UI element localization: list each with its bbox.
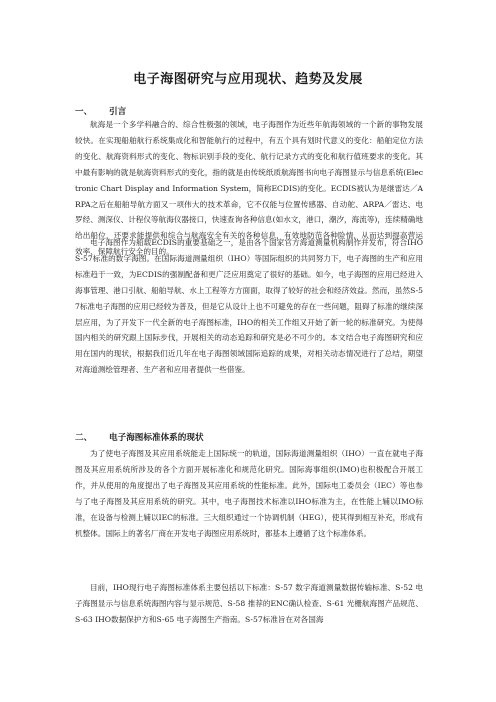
section-heading-standards xyxy=(75,431,204,443)
paragraph-intro-1: 航海是一个多学科融合的、综合性极强的领域，电子海图作为近些年航海领域的一个新的事物发展较快。在实现船舶航行系统集成化和智能航行的过程中，有五个具有划时代意义的变化：船舶定位方法的变化、航海资料形式的变化、物标识别手段的变化、航行记录方式的变化和航行值班要求的变化。其中最有影响的就是航海资料形式的变化，指的就是由传统纸质航海图书向电子海图显示与信息系统(Electronic Chart Display and Information System，简称ECDIS)的变化。ECDIS被认为是继雷达／ARPA之后在船舶导航方面又一项伟大的技术革命，它不仅能与位置传感器、自动舵、ARPA／雷达、电罗经、测深仪、计程仪等航海仪器接口，快速查询各种信息(如水文，港口，潮汐，海流等)，连续精确地给出船位，还要求能提供和综合与航海安全有关的各种信息，有效地防范各种险情，从而达到提高营运效率、保障航行安全的目的。 xyxy=(75,120,423,257)
section-title: 引言 xyxy=(109,107,127,117)
section-number: 一、 xyxy=(75,107,93,117)
paragraph-standards-1: 为了使电子海图及其应用系统能走上国际统一的轨道，国际海道测量组织（IHO）一直在就电子海图及其应用系统所涉及的各个方面开展标准化和规范化研究。国际海事组织(IMO)也积极配合开展工作，并从使用的角度提出了电子海图及其应用系统的性能标准。此外，国际电工委员会（IEC）等也参与了电子海图及其应用系统的研究。其中，电子海图技术标准以IHO标准为主，在性能上辅以IMO标准，在设备与检测上辅以IEC的标准。三大组织通过一个协调机制（HEG），使其得到相互补充，形成有机整体。国际上的著名厂商在开发电子海图应用系统时，都基本上遵循了这个标准体系。 xyxy=(75,449,423,538)
paragraph-standards-2: 目前，IHO现行电子海图标准体系主要包括以下标准：S-57 数字海道测量数据传输标准、S-52 电子海图显示与信息系统海图内容与显示规范、S-58 推荐的ENC确认检查、S-61 光栅航海图产品规范、S-63 IHO数据保护方和S-65 电子海图生产指南。S-57标准旨在对各国海 xyxy=(75,583,423,624)
section-number: 二、 xyxy=(75,433,93,443)
section-heading-introduction xyxy=(75,105,126,117)
section-title: 电子海图标准体系的现状 xyxy=(109,433,204,443)
document-title: 电子海图研究与应用现状、趋势及发展 xyxy=(133,72,363,87)
paragraph-intro-2: 电子海图作为船载ECDIS的重要基础之一，是由各个国家官方海道测量机构制作并发布，符合IHO S-57标准的数字海图。在国际海道测量组织（IHO）等国际组织的共同努力下，电子海图的生产和应用标准趋于一致，为ECDIS的强制配备和更广泛应用奠定了很好的基础。如今，电子海图的应用已经进入海事管理、港口引航、船舶导航、水上工程等方方面面，取得了较好的社会和经济效益。然而，虽然S-57标准电子海图的应用已经较为普及，但是它从设计上也不可避免的存在一些问题，阻碍了标准的继续深层应用，为了开发下一代全新的电子海图标准，IHO的相关工作组又开始了新一轮的标准研究。为使得国内相关的研究跟上国际步伐，开展相关的动态追踪和研究是必不可少的。本文结合电子海图研究和应用在国内的现状，根据我们近几年在电子海图领域国际追踪的成果，对相关动态情况进行了总结，期望对海道测绘管理者、生产者和应用者提供一些借鉴。 xyxy=(75,238,423,375)
